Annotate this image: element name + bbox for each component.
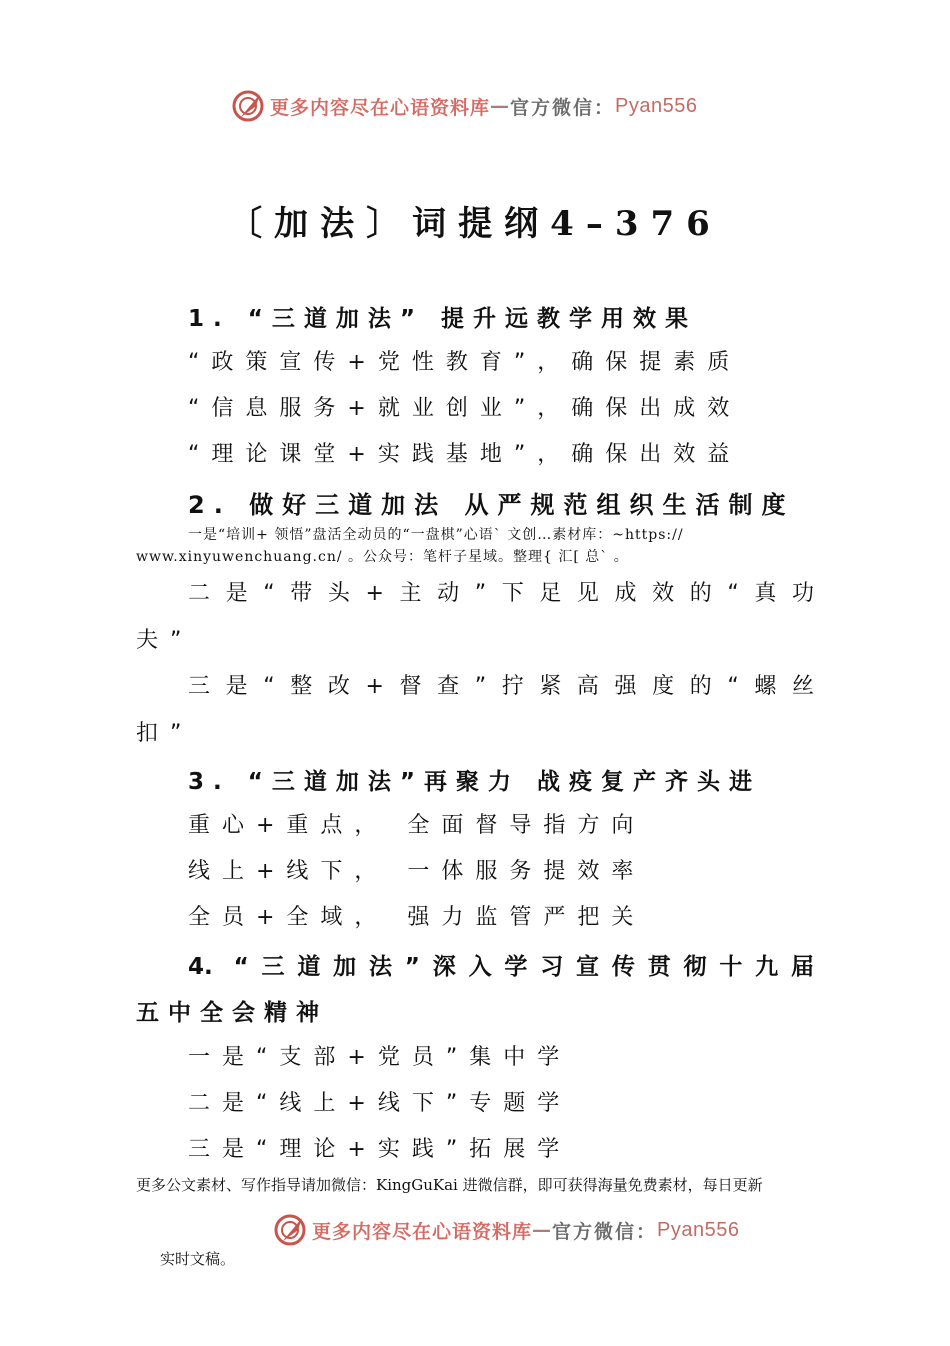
section3-heading: 3. “三道加法”再聚力 战疫复产齐头进 (188, 769, 761, 795)
section1-line-3: “理论课堂+实践基地”，确保出效益 (188, 442, 742, 467)
section2-item2-line-a: 二是“带头+主动”下足见成效的“真功 (188, 581, 814, 606)
footer-watermark-banner (272, 1210, 740, 1250)
section4-heading-a: 4. “三道加法”深入学习宣传贯彻十九届 (188, 954, 814, 980)
quill-logo-icon (272, 1212, 308, 1248)
banner-wechat-id: Pyan556 (615, 94, 698, 117)
section3-line-2: 线上+线下， 一体服务提效率 (188, 859, 646, 884)
section2-item2-line-b: 夫” (136, 628, 194, 653)
banner-text: 更多内容尽在心语资料库 (270, 96, 491, 119)
section2-small-line-1: 一是“培训+ 领悟”盘活全动员的“一盘棋”心语` 文创…素材库：~https:// (188, 527, 684, 543)
section4-line-2: 二是“线上+线下”专题学 (188, 1091, 572, 1116)
section2-item3-line-b: 扣” (136, 721, 194, 746)
section3-line-3: 全员+全域， 强力监管严把关 (188, 905, 646, 930)
section1-line-1: “政策宣传+党性教育”，确保提素质 (188, 350, 742, 375)
banner-dash: — (532, 1219, 553, 1241)
footer-line-1: 更多公文素材、写作指导请加微信：KingGuKai 进微信群，即可获得海量免费素材，每日更新 (136, 1176, 763, 1194)
banner-text: 更多内容尽在心语资料库 (312, 1220, 533, 1243)
banner-wechat-label: 官方微信： (552, 1220, 658, 1243)
section3-line-1: 重心+重点， 全面督导指方向 (188, 813, 646, 838)
section4-heading-b: 五中全会精神 (136, 1000, 328, 1026)
banner-wechat-label: 官方微信： (510, 96, 616, 119)
section2-small-line-2: www.xinyuwenchuang.cn/ 。公众号：笔杆子星域。整理{ 汇[ 总` 。 (136, 549, 629, 565)
banner-wechat-id: Pyan556 (657, 1218, 740, 1241)
section2-heading: 2. 做好三道加法 从严规范组织生活制度 (188, 491, 795, 519)
header-watermark-banner (230, 86, 698, 126)
footer-line-2: 实时文稿。 (160, 1250, 236, 1268)
section2-item3-line-a: 三是“整改+督查”拧紧高强度的“螺丝 (188, 674, 814, 699)
section1-line-2: “信息服务+就业创业”，确保出成效 (188, 396, 742, 421)
quill-logo-icon (230, 88, 266, 124)
banner-dash: — (490, 95, 511, 117)
page-title: 〔加法〕词提纲4–376 (228, 204, 722, 244)
section1-heading: 1. “三道加法” 提升远教学用效果 (188, 306, 697, 332)
section4-line-1: 一是“支部+党员”集中学 (188, 1045, 572, 1070)
section4-line-3: 三是“理论+实践”拓展学 (188, 1137, 572, 1162)
